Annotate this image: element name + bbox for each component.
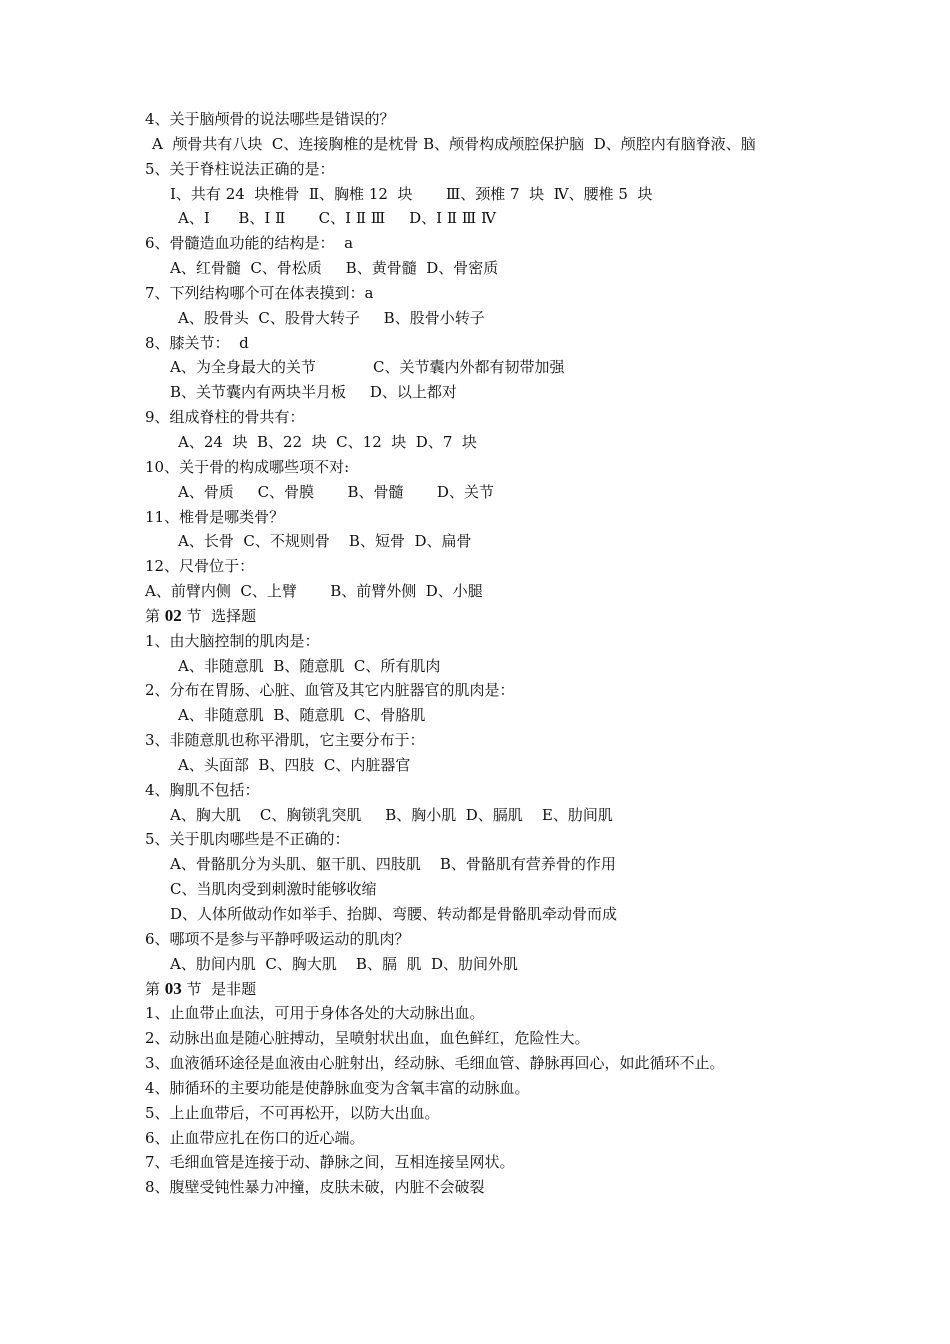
question-line: 4、肺循环的主要功能是使静脉血变为含氧丰富的动脉血。 (145, 1078, 530, 1097)
question-line: 9、组成脊柱的骨共有： (145, 408, 305, 427)
question-line: 7、下列结构哪个可在体表摸到：a (145, 283, 374, 302)
option-line: C、当肌肉受到刺激时能够收缩 (170, 880, 377, 899)
option-line: A、胸大肌 C、胸锁乳突肌 B、胸小肌 D、膈肌 E、肋间肌 (170, 805, 613, 824)
question-line: 4、胸肌不包括： (145, 780, 260, 799)
section-number: 02 (164, 605, 182, 625)
question-line: 12、尺骨位于： (145, 557, 255, 576)
section-title: 节 选择题 (181, 606, 257, 625)
question-line: 8、膝关节： d (145, 333, 249, 352)
question-line: 2、动脉出血是随心脏搏动，呈喷射状出血，血色鲜红，危险性大。 (145, 1029, 590, 1048)
question-line: 6、止血带应扎在伤口的近心端。 (145, 1128, 365, 1147)
option-line: A、骨质 C、骨膜 B、骨髓 D、关节 (178, 482, 494, 501)
option-line: A、为全身最大的关节 C、关节囊内外都有韧带加强 (170, 358, 565, 377)
question-line: 3、非随意肌也称平滑肌，它主要分布于： (145, 731, 425, 750)
question-line: 3、血液循环途径是血液由心脏射出，经动脉、毛细血管、静脉再回心，如此循环不止。 (145, 1054, 725, 1073)
question-line: 8、腹壁受钝性暴力冲撞，皮肤未破，内脏不会破裂 (145, 1178, 485, 1197)
option-line: A、红骨髓 C、骨松质 B、黄骨髓 D、骨密质 (170, 259, 499, 278)
section-heading (0, 604, 950, 629)
section-prefix: 第 (145, 979, 165, 998)
question-line: 6、骨髓造血功能的结构是： a (145, 234, 354, 253)
option-line: A、肋间内肌 C、胸大肌 B、膈 肌 D、肋间外肌 (170, 954, 519, 973)
question-line: 4、关于脑颅骨的说法哪些是错误的？ (145, 110, 395, 128)
option-line: A、骨骼肌分为头肌、躯干肌、四肢肌 B、骨骼肌有营养骨的作用 (170, 855, 616, 874)
option-line: A、股骨头 C、股骨大转子 B、股骨小转子 (178, 308, 485, 327)
option-line: A、24 块 B、22 块 C、12 块 D、7 块 (178, 432, 477, 451)
option-line: A、Ⅰ B、Ⅰ Ⅱ C、Ⅰ Ⅱ Ⅲ D、Ⅰ Ⅱ Ⅲ Ⅳ (178, 209, 496, 228)
question-line: 1、止血带止血法，可用于身体各处的大动脉出血。 (145, 1004, 485, 1023)
option-line: A、非随意肌 B、随意肌 C、骨胳肌 (178, 706, 426, 725)
option-line: B、关节囊内有两块半月板 D、以上都对 (170, 383, 457, 402)
section-number: 03 (164, 978, 182, 998)
question-line: 5、关于脊柱说法正确的是： (145, 159, 335, 178)
option-line: A、长骨 C、不规则骨 B、短骨 D、扁骨 (178, 532, 472, 551)
option-line: A、非随意肌 B、随意肌 C、所有肌肉 (178, 656, 441, 675)
question-line: 7、毛细血管是连接于动、静脉之间，互相连接呈网状。 (145, 1153, 515, 1172)
question-line: A、前臂内侧 C、上臂 B、前臂外侧 D、小腿 (145, 582, 483, 601)
question-line: 11、椎骨是哪类骨？ (145, 507, 285, 526)
section-title: 节 是非题 (181, 979, 257, 998)
option-line: A 颅骨共有八块 C、连接胸椎的是枕骨 B、颅骨构成颅腔保护脑 D、颅腔内有脑脊液、脑 (152, 134, 756, 153)
question-line: 10、关于骨的构成哪些项不对: (145, 457, 350, 476)
question-line: 1、由大脑控制的肌肉是： (145, 631, 320, 650)
question-line: 5、上止血带后，不可再松开，以防大出血。 (145, 1103, 440, 1122)
document-body (0, 107, 950, 1200)
option-line: A、头面部 B、四肢 C、内脏器官 (178, 755, 411, 774)
question-line: 2、分布在胃肠、心脏、血管及其它内脏器官的肌肉是： (145, 681, 515, 700)
question-line: 5、关于肌肉哪些是不正确的： (145, 830, 350, 849)
section-prefix: 第 (145, 606, 165, 625)
option-line: D、人体所做动作如举手、抬脚、弯腰、转动都是骨骼肌牵动骨而成 (170, 905, 618, 923)
option-line: Ⅰ、共有 24 块椎骨 Ⅱ、胸椎 12 块 Ⅲ、颈椎 7 块 Ⅳ、腰椎 5 块 (170, 184, 653, 203)
section-heading (0, 977, 950, 1002)
question-line: 6、哪项不是参与平静呼吸运动的肌肉？ (145, 929, 410, 948)
